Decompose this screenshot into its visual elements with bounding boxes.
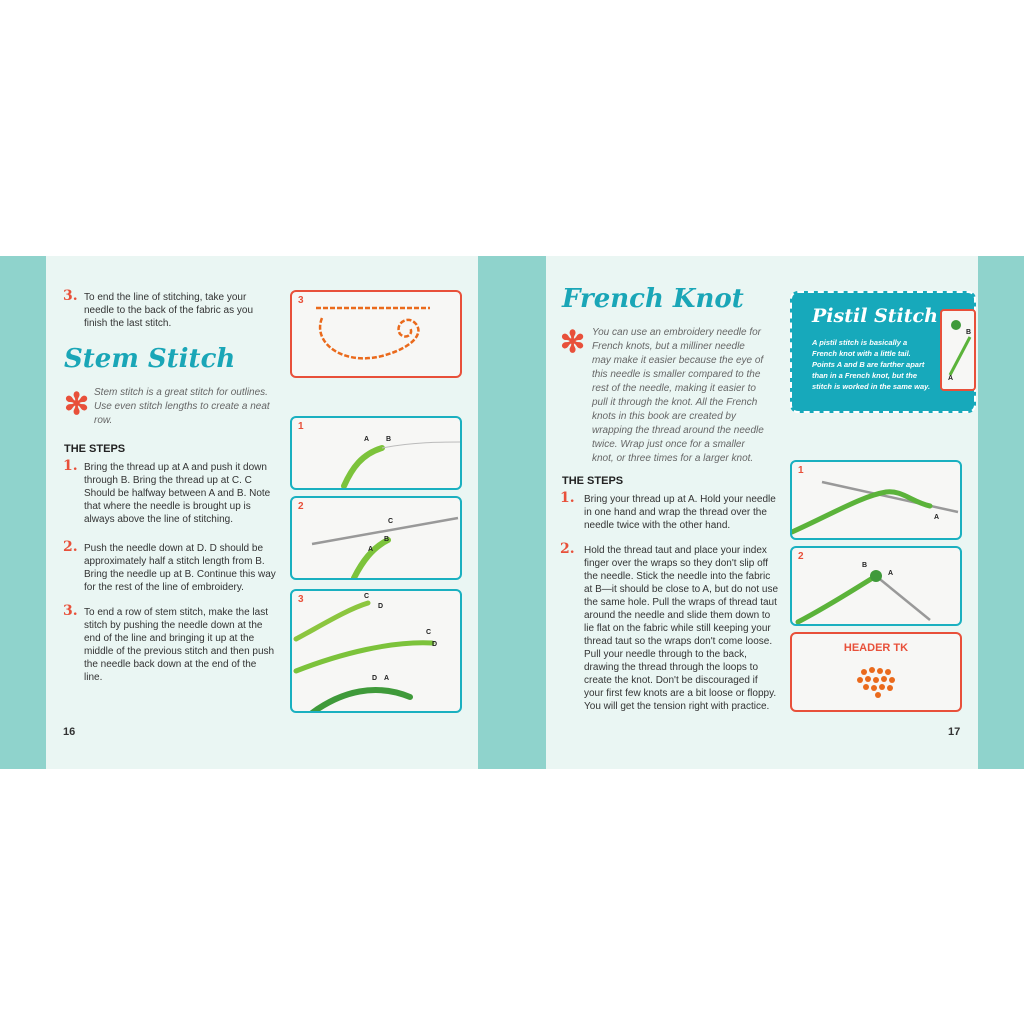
point-label: B <box>862 562 868 569</box>
steps-title: THE STEPS <box>562 475 624 487</box>
left-page <box>46 256 478 769</box>
top-step-number: 3. <box>63 288 78 304</box>
french-knot-step1-illustration <box>792 462 960 538</box>
point-label: A <box>888 570 894 577</box>
step-text: Push the needle down at D. D should be approximately half a stitch length from B. Bring the needle up at B. Continue this way for the rest of the line of embroidery. <box>84 543 276 593</box>
asterisk-icon: ✻ <box>64 388 90 421</box>
swirl-photo <box>290 290 462 378</box>
photo-number: 1 <box>298 421 304 432</box>
photo-number: 1 <box>798 465 804 476</box>
point-label: A <box>368 546 374 553</box>
point-label: D <box>378 603 384 610</box>
point-label: A <box>948 375 954 382</box>
stem-stitch-intro: Stem stitch is a great stitch for outlines. Use even stitch lengths to create a neat row. <box>94 387 270 426</box>
photo-number: 2 <box>798 551 804 562</box>
step-photo-1 <box>290 416 462 490</box>
photo-number: 2 <box>298 501 304 512</box>
step-text: Bring your thread up at A. Hold your needle in one hand and wrap the thread over the needle twice with the other hand. <box>584 494 776 531</box>
sidebar-title: Pistil Stitch <box>812 305 938 327</box>
stem-stitch-heading: Stem Stitch <box>64 344 236 374</box>
point-label: C <box>388 518 394 525</box>
top-step-text: To end the line of stitching, take your needle to the back of the fabric as you finish the last stitch. <box>84 292 253 329</box>
step-text: Hold the thread taut and place your index finger over the wraps so they don't slip off the needle. Stick the needle into the fabric at B—it should be close to A, but do not use the same hole. Pull the wraps of thread taut around the needle and slide them down to lie flat on the fabric while still keeping your thread taut so the wraps don't come loose. Pull your needle through to the back, drawing the thread through the loops to create the knot. Don't be discouraged if your first few knots are a bit loose or floppy. You will get the tension right with practice. <box>584 545 779 712</box>
point-label: D <box>372 675 378 682</box>
pistil-stitch-photo <box>940 309 976 391</box>
point-label: D <box>432 641 438 648</box>
french-knot-intro: You can use an embroidery needle for French knots, but a milliner needle may make it easier because the eye of this needle is smaller compared to the rest of the needle, making it easier to pull it through the knot. All the French knots in this book are created by wrapping the thread around the needle twice. Wrap just once for a smaller knot, or three times for a larger knot. <box>592 327 764 464</box>
point-label: A <box>364 436 370 443</box>
photo-number: 3 <box>298 295 304 306</box>
book-spread <box>0 256 1024 769</box>
point-label: B <box>966 329 972 336</box>
point-label: B <box>386 436 392 443</box>
french-knot-step2-illustration <box>792 548 960 624</box>
swirl-stitch-illustration <box>292 292 460 376</box>
point-label: A <box>384 675 390 682</box>
asterisk-icon: ✻ <box>560 326 586 359</box>
step-photo-3 <box>290 589 462 713</box>
page-number: 17 <box>948 726 961 738</box>
step-number: 2. <box>560 541 575 557</box>
step-number: 2. <box>63 539 78 555</box>
point-label: B <box>384 536 390 543</box>
header-tk-label: HEADER TK <box>843 642 909 654</box>
header-tk-photo <box>790 632 962 712</box>
point-label: A <box>934 514 940 521</box>
step-number: 1. <box>560 490 575 506</box>
step-number: 3. <box>63 603 78 619</box>
stem-step1-illustration <box>292 418 460 488</box>
french-knot-photo-2 <box>790 546 962 626</box>
french-knot-cluster-illustration <box>792 634 960 710</box>
photo-number: 3 <box>298 594 304 605</box>
point-label: C <box>426 629 432 636</box>
pistil-stitch-sidebar <box>790 291 976 413</box>
sidebar-text: A pistil stitch is basically a French knot with a little tail. Points A and B are farther apart than in a French knot, but the stitch is worked in the same way. <box>812 338 931 391</box>
step-number: 1. <box>63 458 78 474</box>
point-label: C <box>364 593 370 600</box>
pistil-stitch-illustration <box>942 311 974 389</box>
step-photo-2 <box>290 496 462 580</box>
steps-title: THE STEPS <box>64 443 126 455</box>
page-number: 16 <box>63 726 76 738</box>
french-knot-heading: French Knot <box>562 284 744 314</box>
step-text: To end a row of stem stitch, make the last stitch by pushing the needle down at the end of the line and bringing it up at the middle of the previous stitch and then push the needle back down at the end of the line. <box>84 607 275 683</box>
french-knot-photo-1 <box>790 460 962 540</box>
step-text: Bring the thread up at A and push it down through B. Bring the thread up at C. C Should be halfway between A and B. Note that where the needle is brought up is always above the line of stitching. <box>84 462 271 525</box>
stem-step2-illustration <box>292 498 460 578</box>
stem-step3-illustration <box>292 591 460 711</box>
